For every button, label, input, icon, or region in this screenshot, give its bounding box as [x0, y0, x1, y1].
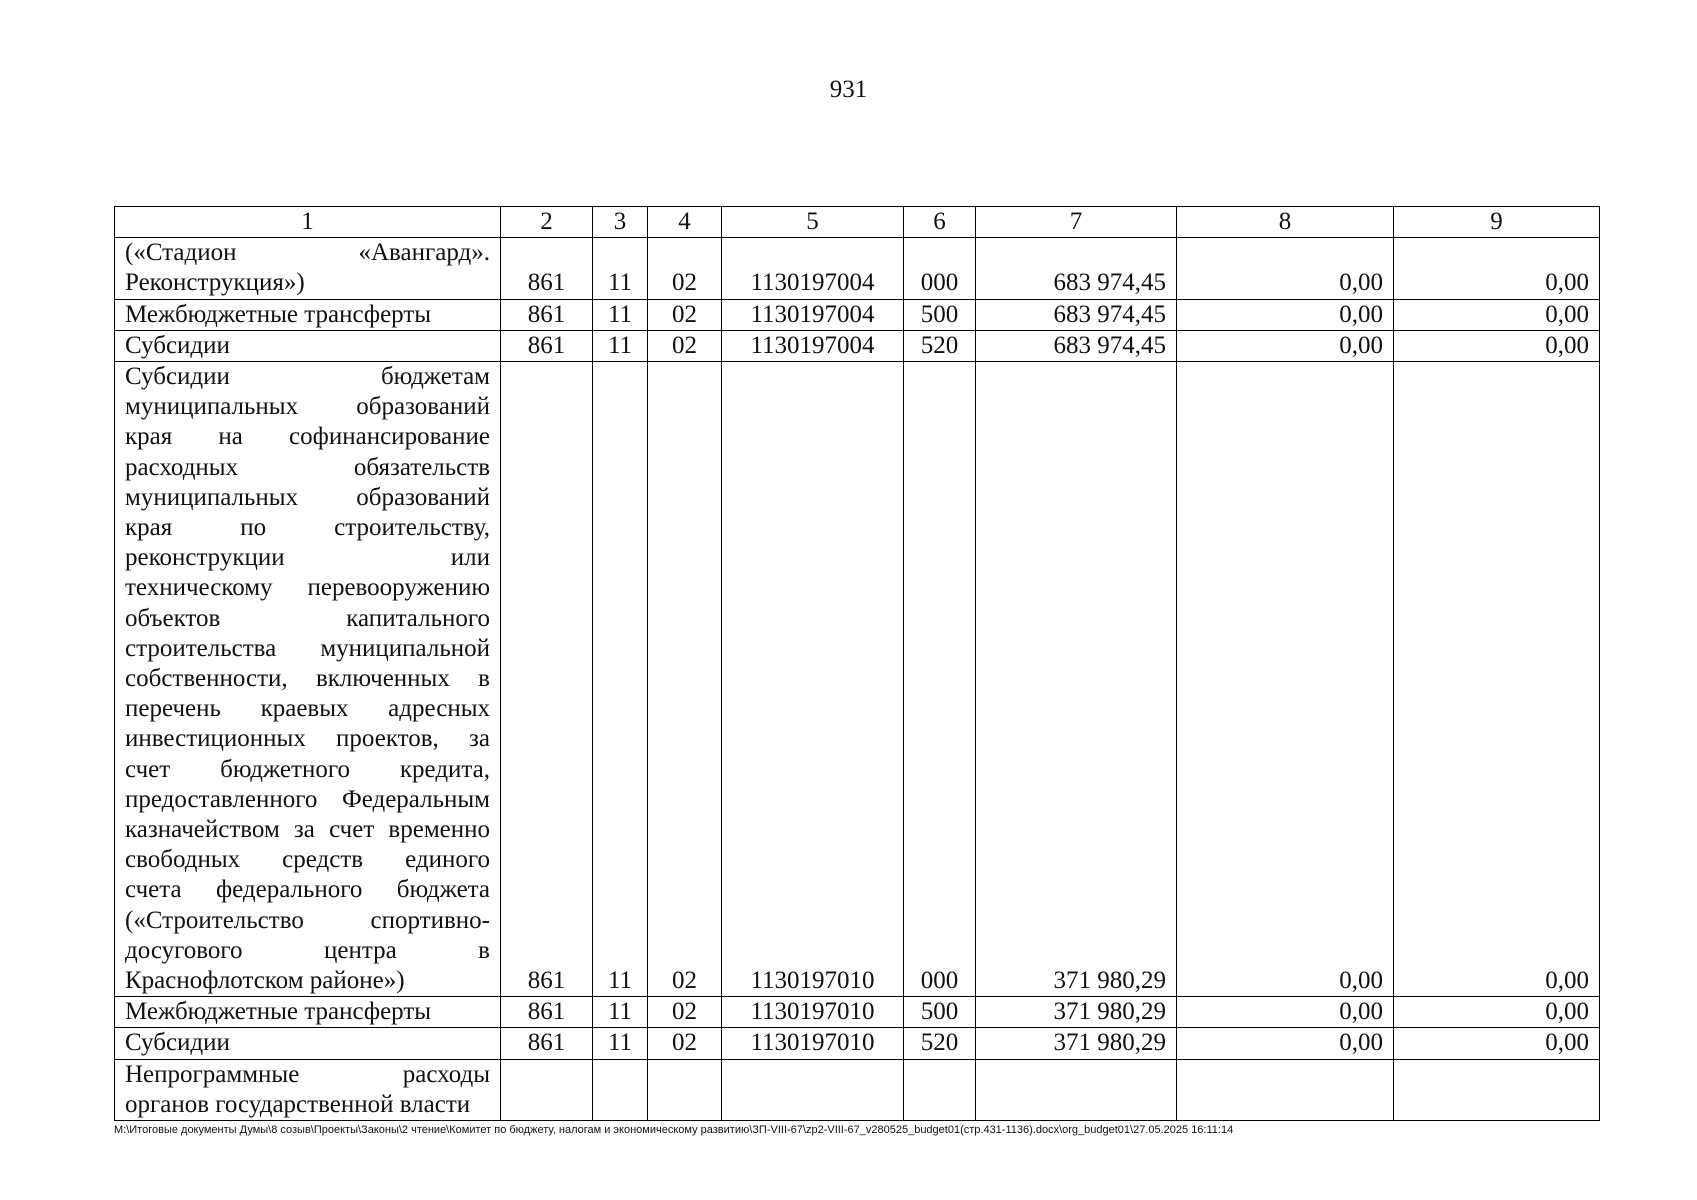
table-body [115, 207, 1600, 1121]
amount-year3-cell: 0,00 [1394, 362, 1600, 997]
description-line: предоставленного Федеральным [125, 785, 490, 813]
department-code-cell: 861 [501, 1028, 593, 1059]
table-row [115, 330, 1600, 361]
department-code-cell: 861 [501, 330, 593, 361]
file-path-footer: M:\Итоговые документы Думы\8 созыв\Проекты\Законы\2 чтение\Комитет по бюджету, налогам и экономическому развитию\ЗП-VIII-67\zp2-VIII-67_v280525_budget01(стр.431-1136).docx\org_budget01\27.05.2025 16:11:14 [114, 1124, 1234, 1136]
amount-year1-cell: 371 980,29 [976, 1028, 1177, 1059]
expense-type-cell: 520 [904, 330, 976, 361]
column-header-7: 7 [976, 207, 1177, 238]
description-cell [115, 1059, 501, 1120]
table-row [115, 1059, 1600, 1120]
description-line: счета федерального бюджета [125, 876, 490, 904]
description-line: Межбюджетные трансферты [125, 998, 432, 1026]
description-line: перечень краевых адресных [125, 695, 490, 723]
amount-year2-cell: 0,00 [1177, 362, 1394, 997]
column-header-4: 4 [648, 207, 722, 238]
section-code-cell [593, 1059, 648, 1120]
expense-type-cell: 000 [904, 238, 976, 299]
section-code-cell: 11 [593, 238, 648, 299]
department-code-cell: 861 [501, 299, 593, 330]
target-article-cell: 1130197010 [722, 1028, 904, 1059]
column-header-3: 3 [593, 207, 648, 238]
description-line: инвестиционных проектов, за [125, 725, 490, 753]
amount-year3-cell [1394, 1059, 1600, 1120]
table-row [115, 997, 1600, 1028]
description-line: счет бюджетного кредита, [125, 755, 490, 783]
description-line: собственности, включенных в [125, 665, 490, 693]
amount-year1-cell: 683 974,45 [976, 330, 1177, 361]
amount-year1-cell: 371 980,29 [976, 362, 1177, 997]
description-cell [115, 362, 501, 997]
department-code-cell: 861 [501, 238, 593, 299]
page-number: 931 [829, 76, 868, 103]
description-line: края по строительству, [125, 514, 490, 542]
department-code-cell: 861 [501, 362, 593, 997]
table-row [115, 1028, 1600, 1059]
description-line: досугового центра в [125, 936, 490, 964]
target-article-cell: 1130197004 [722, 299, 904, 330]
amount-year2-cell: 0,00 [1177, 330, 1394, 361]
description-line: Субсидии бюджетам [125, 363, 490, 391]
description-line: Субсидии [125, 1029, 230, 1057]
section-code-cell: 11 [593, 299, 648, 330]
subsection-code-cell: 02 [648, 238, 722, 299]
table-row [115, 238, 1600, 299]
amount-year2-cell [1177, 1059, 1394, 1120]
subsection-code-cell [648, 1059, 722, 1120]
amount-year3-cell: 0,00 [1394, 997, 1600, 1028]
amount-year2-cell: 0,00 [1177, 1028, 1394, 1059]
column-header-1: 1 [115, 207, 501, 238]
department-code-cell [501, 1059, 593, 1120]
description-line: расходных обязательств [125, 453, 490, 481]
amount-year2-cell: 0,00 [1177, 997, 1394, 1028]
description-line: органов государственной власти [125, 1090, 471, 1118]
description-line: Межбюджетные трансферты [125, 300, 432, 328]
description-cell [115, 238, 501, 299]
subsection-code-cell: 02 [648, 997, 722, 1028]
amount-year1-cell [976, 1059, 1177, 1120]
amount-year2-cell: 0,00 [1177, 238, 1394, 299]
amount-year3-cell: 0,00 [1394, 299, 1600, 330]
table-header-row [115, 207, 1600, 238]
description-line: Непрограммные расходы [125, 1060, 490, 1088]
description-line: («Стадион «Авангард». [125, 239, 490, 267]
amount-year1-cell: 683 974,45 [976, 299, 1177, 330]
target-article-cell: 1130197004 [722, 330, 904, 361]
amount-year1-cell: 683 974,45 [976, 238, 1177, 299]
expense-type-cell: 500 [904, 997, 976, 1028]
description-cell [115, 299, 501, 330]
subsection-code-cell: 02 [648, 299, 722, 330]
column-header-5: 5 [722, 207, 904, 238]
description-line: муниципальных образований [125, 393, 490, 421]
description-line: («Строительство спортивно- [125, 906, 490, 934]
section-code-cell: 11 [593, 362, 648, 997]
description-line: строительства муниципальной [125, 634, 490, 662]
amount-year3-cell: 0,00 [1394, 238, 1600, 299]
amount-year3-cell: 0,00 [1394, 1028, 1600, 1059]
expense-type-cell: 500 [904, 299, 976, 330]
subsection-code-cell: 02 [648, 330, 722, 361]
description-line: свободных средств единого [125, 846, 490, 874]
department-code-cell: 861 [501, 997, 593, 1028]
description-line: Реконструкция») [125, 269, 305, 297]
section-code-cell: 11 [593, 330, 648, 361]
description-line: техническому перевооружению [125, 574, 490, 602]
expense-type-cell [904, 1059, 976, 1120]
column-header-6: 6 [904, 207, 976, 238]
amount-year3-cell: 0,00 [1394, 330, 1600, 361]
amount-year2-cell: 0,00 [1177, 299, 1394, 330]
description-cell [115, 997, 501, 1028]
subsection-code-cell: 02 [648, 362, 722, 997]
description-line: объектов капитального [125, 604, 490, 632]
section-code-cell: 11 [593, 997, 648, 1028]
column-header-9: 9 [1394, 207, 1600, 238]
column-header-8: 8 [1177, 207, 1394, 238]
target-article-cell [722, 1059, 904, 1120]
table-row [115, 362, 1600, 997]
description-line: казначейством за счет временно [125, 816, 490, 844]
description-line: реконструкции или [125, 544, 490, 572]
description-line: края на софинансирование [125, 423, 490, 451]
target-article-cell: 1130197004 [722, 238, 904, 299]
description-cell [115, 330, 501, 361]
column-header-2: 2 [501, 207, 593, 238]
table-row [115, 299, 1600, 330]
description-line: Субсидии [125, 331, 230, 359]
description-line: Краснофлотском районе») [125, 967, 405, 995]
target-article-cell: 1130197010 [722, 362, 904, 997]
budget-table [114, 206, 1600, 1121]
expense-type-cell: 000 [904, 362, 976, 997]
expense-type-cell: 520 [904, 1028, 976, 1059]
section-code-cell: 11 [593, 1028, 648, 1059]
subsection-code-cell: 02 [648, 1028, 722, 1059]
amount-year1-cell: 371 980,29 [976, 997, 1177, 1028]
target-article-cell: 1130197010 [722, 997, 904, 1028]
description-line: муниципальных образований [125, 483, 490, 511]
description-cell [115, 1028, 501, 1059]
